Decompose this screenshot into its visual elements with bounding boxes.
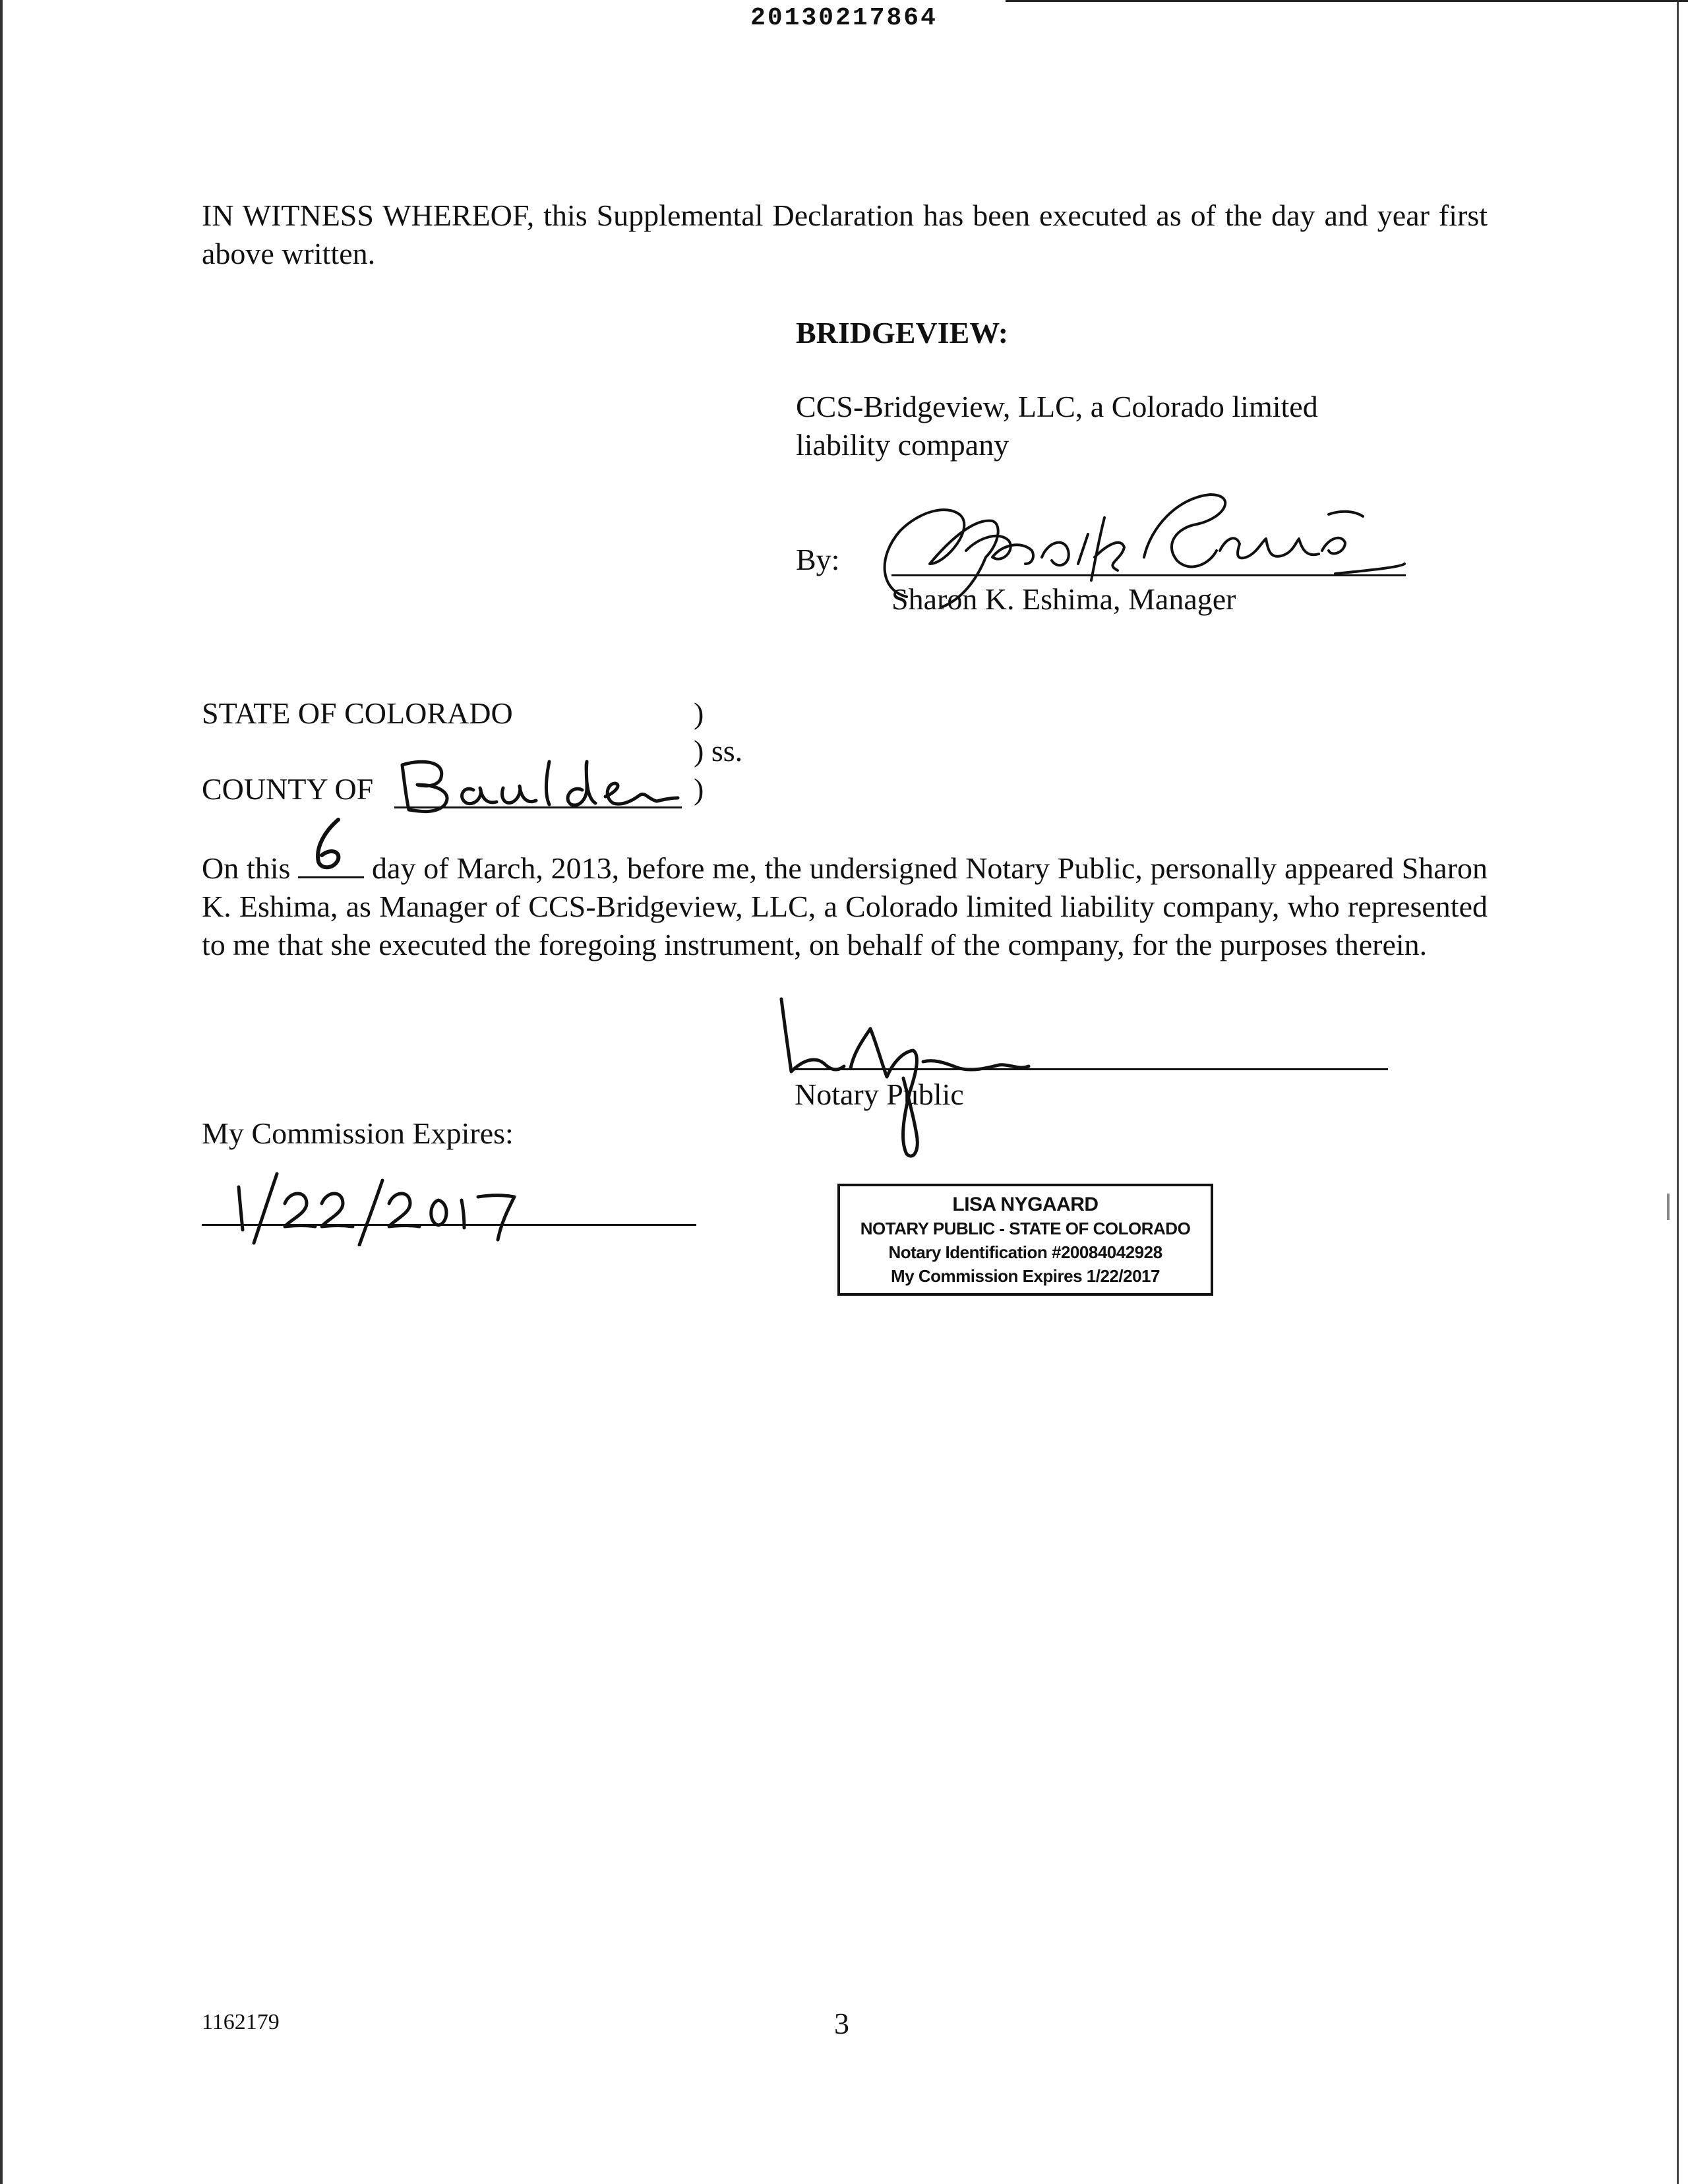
document-number: 1162179 — [202, 2010, 280, 2034]
notary-signature — [771, 992, 1068, 1164]
day-handwriting — [302, 814, 361, 874]
company-name-block — [796, 388, 1389, 464]
notary-stamp — [837, 1184, 1213, 1296]
by-label: By: — [796, 543, 840, 576]
scan-edge-right — [1677, 0, 1679, 2184]
venue-county-label: COUNTY OF — [202, 772, 374, 806]
page-number: 3 — [834, 2007, 849, 2040]
notary-label: Notary Public — [795, 1077, 964, 1111]
signature-heading: BRIDGEVIEW: — [796, 316, 1009, 349]
scan-mark — [1667, 1194, 1670, 1220]
acknowledgment-body: day of March, 2013, before me, the undersigned Notary Public, personally appeared Sharon K. Eshima, as Manager of CCS-Bridgeview, LLC, a Colorado limited liability company, who represented to me that she executed the foregoing instrument, on behalf of the company, for the purposes therein. — [202, 851, 1488, 961]
company-line-2: liability company — [796, 428, 1010, 462]
scan-edge-left — [0, 0, 3, 2184]
recording-number: 20130217864 — [750, 4, 938, 32]
commission-handwriting — [224, 1167, 528, 1246]
day-blank — [298, 846, 364, 878]
stamp-title: NOTARY PUBLIC - STATE OF COLORADO — [860, 1219, 1191, 1238]
signer-name: Sharon K. Eshima, Manager — [891, 582, 1236, 616]
venue-state: STATE OF COLORADO — [202, 696, 513, 730]
acknowledgment-prefix: On this — [202, 851, 291, 885]
stamp-notary-name: LISA NYGAARD — [952, 1194, 1099, 1215]
stamp-expiration: My Commission Expires 1/22/2017 — [891, 1266, 1160, 1286]
company-line-1: CCS-Bridgeview, LLC, a Colorado limited — [796, 390, 1318, 423]
county-handwriting — [394, 752, 684, 818]
witness-paragraph: IN WITNESS WHEREOF, this Supplemental Declaration has been executed as of the day and year first above written. — [202, 198, 1488, 270]
venue-bracket-bottom: ) — [694, 772, 704, 806]
manager-signature — [867, 465, 1408, 623]
venue-ss: ) ss. — [694, 734, 743, 768]
venue-bracket-top: ) — [694, 696, 704, 730]
acknowledgment-paragraph — [202, 846, 1488, 964]
top-rule — [1006, 0, 1688, 2]
commission-label: My Commission Expires: — [202, 1116, 514, 1150]
stamp-id: Notary Identification #20084042928 — [888, 1242, 1162, 1262]
